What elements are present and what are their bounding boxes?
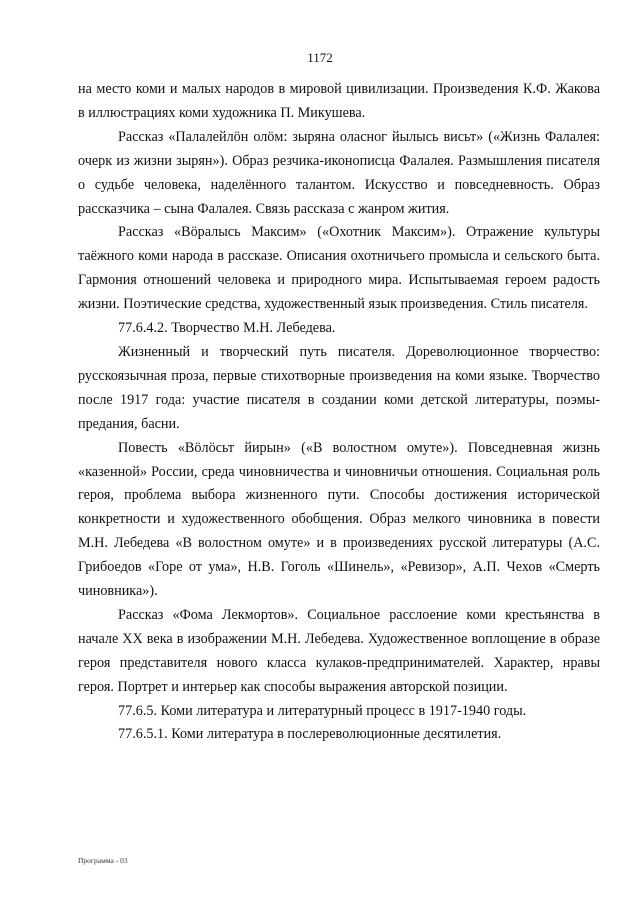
paragraph: Повесть «Вöлöсьт йирын» («В волостном омуте»). Повседневная жизнь «казенной» России, среда чиновничества и чиновничьи отношения. Социальная роль героя, проблема выбора жизненного пути. Способы достижения исторической конкретности и художественного обобщения. Образ мелкого чиновника в повести М.Н. Лебедева «В волостном омуте» и в произведениях русской литературы (А.С. Грибоедов «Горе от ума», Н.В. Гоголь «Шинель», «Ревизор», А.П. Чехов «Смерть чиновника»). <box>78 439 600 600</box>
page-number: 1172 <box>307 50 333 65</box>
section-heading: 77.6.5. Коми литература и литературный процесс в 1917-1940 годы. <box>118 702 527 719</box>
section-heading: 77.6.5.1. Коми литература в послереволюционные десятилетия. <box>118 726 502 743</box>
paragraph: Рассказ «Фома Лекмортов». Социальное расслоение коми крестьянства в начале XX века в изображении М.Н. Лебедева. Художественное воплощение в образе героя представителя нового класса кулаков-предпринимателей. Характер, нравы героя. Портрет и интерьер как способы выражения авторской позиции. <box>78 606 600 695</box>
paragraph: Рассказ «Палалейлöн олöм: зыряна оласног йылысь висьт» («Жизнь Фалалея: очерк из жизни зырян»). Образ резчика-иконописца Фалалея. Размышления писателя о судьбе человека, наделённого талантом. Искусство и повседневность. Образ рассказчика – сына Фалалея. Связь рассказа с жанром жития. <box>78 128 600 217</box>
body-text <box>78 78 600 747</box>
paragraph: на место коми и малых народов в мировой цивилизации. Произведения К.Ф. Жакова в иллюстрациях коми художника П. Микушева. <box>78 81 600 121</box>
footer-note: Программа - 03 <box>78 856 128 865</box>
section-heading: 77.6.4.2. Творчество М.Н. Лебедева. <box>118 320 336 337</box>
paragraph: Рассказ «Вöралысь Максим» («Охотник Максим»). Отражение культуры таёжного коми народа в рассказе. Описания охотничьего промысла и сельского быта. Гармония отношений человека и природного мира. Испытываемая героем радость жизни. Поэтические средства, художественный язык произведения. Стиль писателя. <box>78 224 600 313</box>
paragraph: Жизненный и творческий путь писателя. Дореволюционное творчество: русскоязычная проза, первые стихотворные произведения на коми языке. Творчество после 1917 года: участие писателя в создании коми детской литературы, поэмы-предания, басни. <box>78 343 600 432</box>
